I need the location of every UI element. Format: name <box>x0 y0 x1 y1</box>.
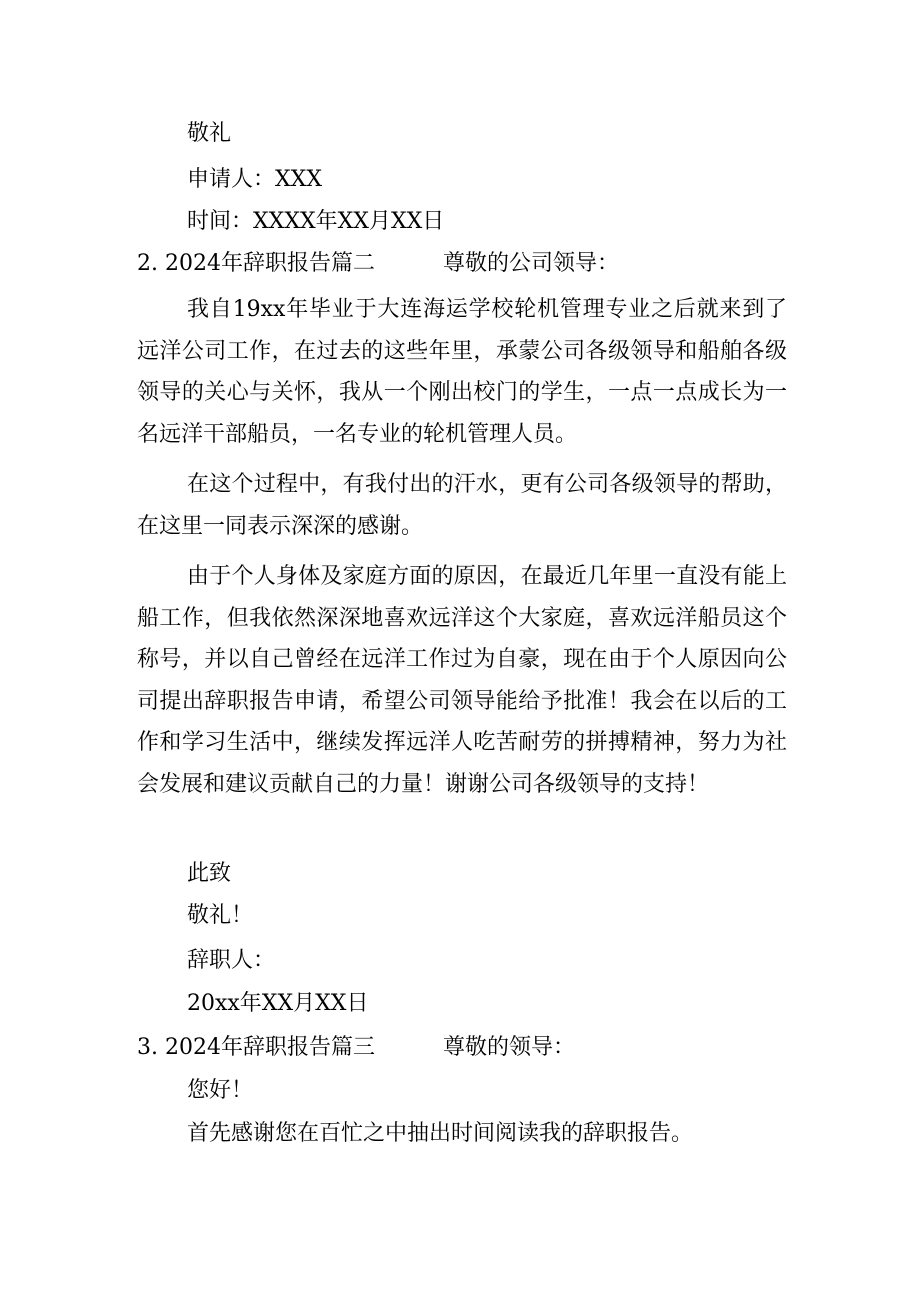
section2-heading: 2. 2024年辞职报告篇二 <box>137 251 375 276</box>
section3-greeting: 尊敬的领导： <box>443 1035 576 1060</box>
section2-heading-row <box>137 251 619 277</box>
section1-time: 时间：XXXX年XX月XX日 <box>187 209 445 234</box>
section3-heading: 3. 2024年辞职报告篇三 <box>137 1035 375 1060</box>
section1-salute: 敬礼 <box>187 121 232 146</box>
section3-heading-row <box>137 1035 575 1061</box>
section2-paragraph-2: 在这个过程中，有我付出的汗水，更有公司各级领导的帮助，在这里一同表示深深的感谢。 <box>137 472 787 539</box>
section2-date: 20xx年XX月XX日 <box>187 991 369 1016</box>
section3-first-line: 首先感谢您在百忙之中抽出时间阅读我的辞职报告。 <box>187 1121 694 1146</box>
section2-signer: 辞职人： <box>187 948 276 973</box>
section3-hello: 您好！ <box>187 1078 254 1103</box>
section2-paragraph-3: 由于个人身体及家庭方面的原因，在最近几年里一直没有能上船工作，但我依然深深地喜欢远洋这个大家庭，喜欢远洋船员这个称号，并以自己曾经在远洋工作过为自豪，现在由于个人原因向公司提出辞职报告申请，希望公司领导能给予批准！我会在以后的工作和学习生活中，继续发挥远洋人吃苦耐劳的拼搏精神，努力为社会发展和建议贡献自己的力量！谢谢公司各级领导的支持！ <box>137 564 787 797</box>
section2-closing: 此致 <box>187 861 232 886</box>
section2-salute: 敬礼！ <box>187 903 254 928</box>
section2-greeting: 尊敬的公司领导： <box>443 251 620 276</box>
section1-applicant: 申请人：XXX <box>187 167 322 192</box>
section2-paragraph-1: 我自19xx年毕业于大连海运学校轮机管理专业之后就来到了远洋公司工作，在过去的这些年里，承蒙公司各级领导和船舶各级领导的关心与关怀，我从一个刚出校门的学生，一点一点成长为一名远洋干部船员，一名专业的轮机管理人员。 <box>137 297 787 447</box>
